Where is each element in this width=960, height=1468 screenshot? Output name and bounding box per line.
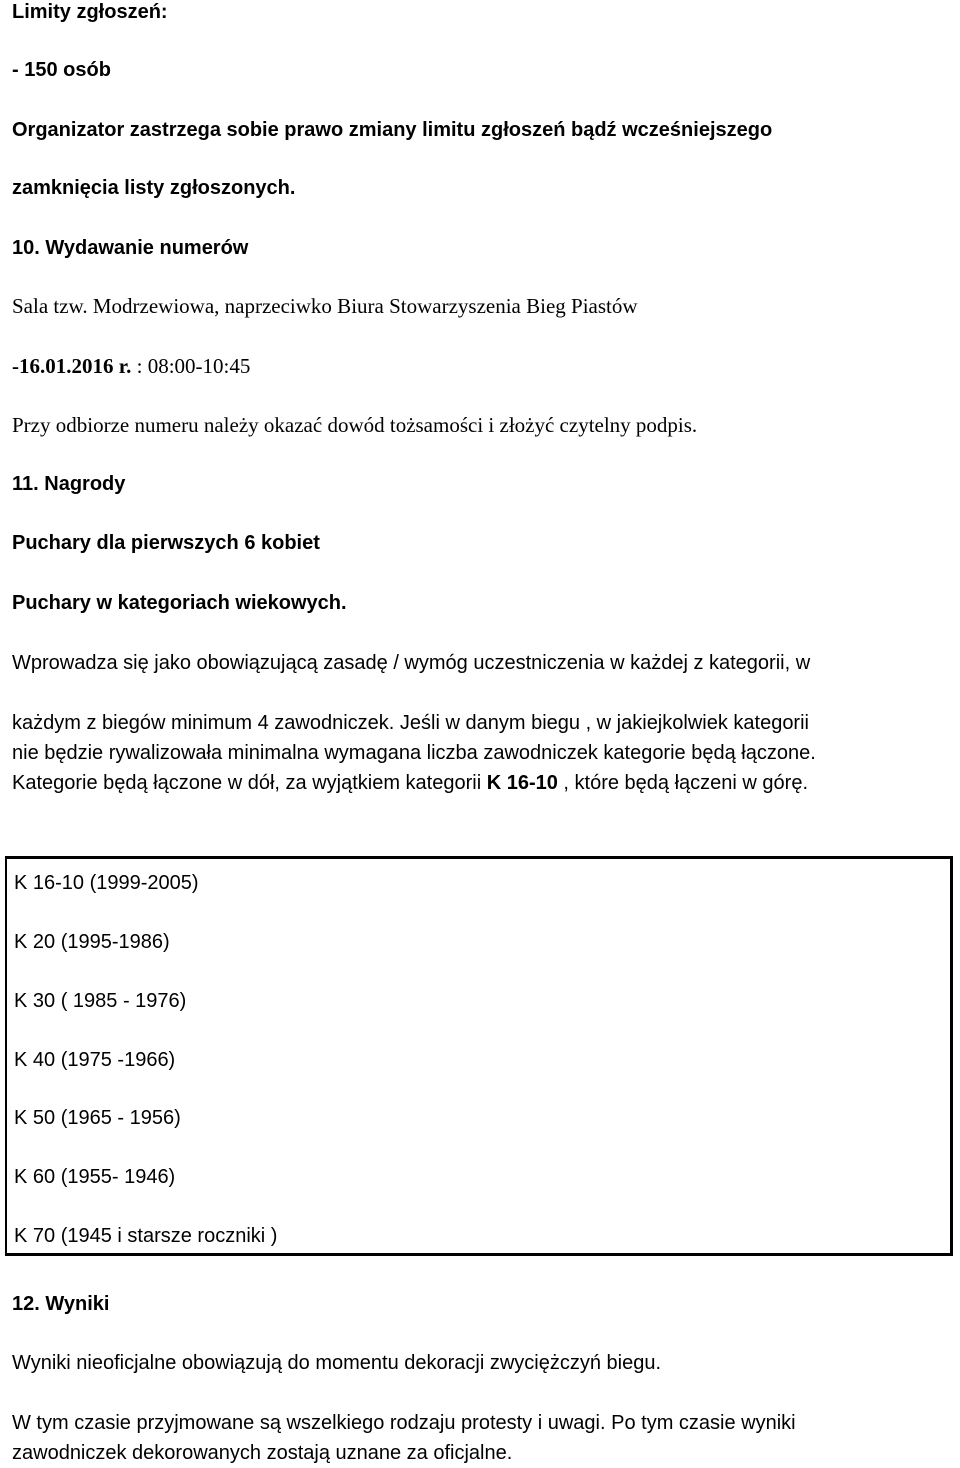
- number-pickup-place: Sala tzw. Modrzewiowa, naprzeciwko Biura Stowarzyszenia Bieg Piastów: [12, 294, 638, 318]
- category-k16-10: K 16-10 (1999-2005): [14, 872, 199, 894]
- category-k60: K 60 (1955- 1946): [14, 1166, 176, 1188]
- results-protests-line-1: W tym czasie przyjmowane są wszelkiego rodzaju protesty i uwagi. Po tym czasie wyniki: [12, 1412, 796, 1434]
- id-requirement-note: Przy odbiorze numeru należy okazać dowód tożsamości i złożyć czytelny podpis.: [12, 413, 698, 437]
- category-k70: K 70 (1945 i starsze roczniki ): [14, 1225, 278, 1247]
- limit-count: - 150 osób: [12, 59, 111, 81]
- limit-reservation-line-2: zamknięcia listy zgłoszonych.: [12, 177, 296, 199]
- results-protests-line-2: zawodniczek dekorowanych zostają uznane za oficjalne.: [12, 1442, 513, 1464]
- cups-age-categories: Puchary w kategoriach wiekowych.: [12, 592, 347, 614]
- number-pickup-date: -16.01.2016 r.: [12, 354, 132, 378]
- rule-line-4-start: Kategorie będą łączone w dół, za wyjątkiem kategorii: [12, 772, 487, 794]
- rule-line-4: [12, 771, 808, 795]
- limits-heading: Limity zgłoszeń:: [12, 1, 168, 23]
- number-pickup-time: : 08:00-10:45: [136, 354, 251, 378]
- rule-line-4-category: K 16-10: [486, 772, 558, 794]
- category-k20: K 20 (1995-1986): [14, 931, 170, 953]
- category-k40: K 40 (1975 -1966): [14, 1049, 176, 1071]
- limit-reservation-line-1: Organizator zastrzega sobie prawo zmiany limitu zgłoszeń bądź wcześniejszego: [12, 119, 773, 141]
- category-k50: K 50 (1965 - 1956): [14, 1107, 181, 1129]
- section-12-heading: 12. Wyniki: [12, 1293, 110, 1315]
- section-11-heading: 11. Nagrody: [12, 473, 126, 495]
- rule-line-2: każdym z biegów minimum 4 zawodniczek. Jeśli w danym biegu , w jakiejkolwiek kategorii: [12, 712, 809, 734]
- section-10-heading: 10. Wydawanie numerów: [12, 237, 249, 259]
- rule-line-4-end: , które będą łączeni w górę.: [557, 772, 808, 794]
- cups-women: Puchary dla pierwszych 6 kobiet: [12, 532, 320, 554]
- results-unofficial: Wyniki nieoficjalne obowiązują do momentu dekoracji zwyciężczyń biegu.: [12, 1352, 662, 1374]
- number-pickup-datetime: [12, 354, 250, 378]
- rule-line-1: Wprowadza się jako obowiązującą zasadę / wymóg uczestniczenia w każdej z kategorii, w: [12, 652, 811, 674]
- age-categories-box: [5, 856, 953, 1256]
- rule-line-3: nie będzie rywalizowała minimalna wymagana liczba zawodniczek kategorie będą łączone.: [12, 742, 816, 764]
- category-k30: K 30 ( 1985 - 1976): [14, 990, 187, 1012]
